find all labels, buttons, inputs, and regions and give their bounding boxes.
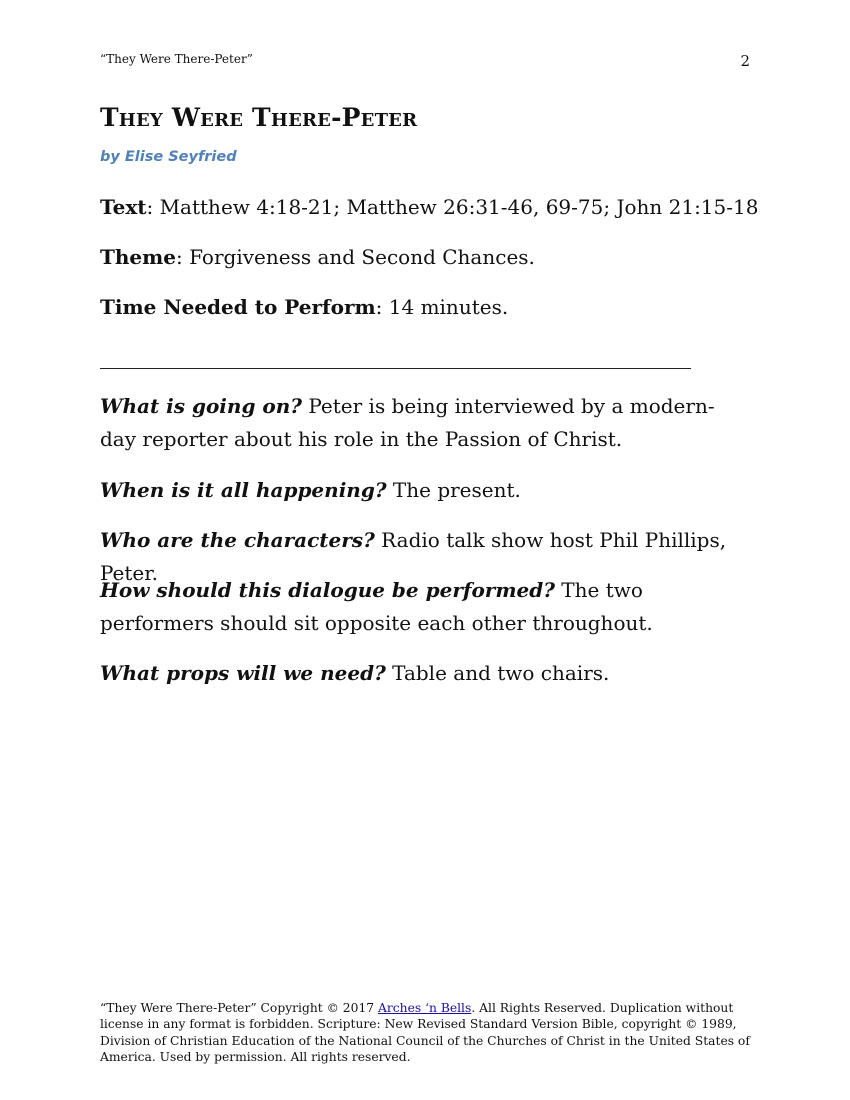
page-number: 2 <box>740 52 750 70</box>
footer-text-start: “They Were There-Peter” Copyright © 2017 <box>100 1001 379 1015</box>
question-props <box>100 657 740 690</box>
question-label: How should this dialogue be performed? <box>100 578 555 602</box>
question-answer: The two performers should sit opposite each other throughout. <box>100 578 653 635</box>
author-byline: by Elise Seyfried <box>100 149 237 165</box>
time-value: : 14 minutes. <box>375 295 509 319</box>
question-when <box>100 474 740 507</box>
question-answer: Radio talk show host Phil Phillips, Peter. <box>100 528 727 585</box>
time-label: Time Needed to Perform <box>100 295 376 319</box>
footer-text-end: . All Rights Reserved. Duplication without license in any format is forbidden. Scripture: New Revised Standard Version Bible, copyright © 1989, Division of Christian Education of the National Council of the Churches of Christ in the United States of America. Used by permission. All rights reserved. <box>100 1001 750 1065</box>
theme-line <box>100 244 535 270</box>
copyright-footer <box>100 1000 750 1066</box>
question-answer: The present. <box>386 478 521 502</box>
question-answer: Table and two chairs. <box>385 661 610 685</box>
theme-value: : Forgiveness and Second Chances. <box>176 245 535 269</box>
question-what-is-going-on <box>100 390 740 456</box>
theme-label: Theme <box>100 245 177 269</box>
text-value: : Matthew 4:18-21; Matthew 26:31-46, 69-75; John 21:15-18 <box>146 195 759 219</box>
question-label: Who are the characters? <box>100 528 375 552</box>
question-answer: Peter is being interviewed by a modern-day reporter about his role in the Passion of Christ. <box>100 394 715 451</box>
running-header-title: “They Were There-Peter” <box>100 52 253 66</box>
text-label: Text <box>100 195 147 219</box>
question-label: What props will we need? <box>100 661 386 685</box>
scripture-text-line <box>100 194 758 220</box>
question-label: What is going on? <box>100 394 302 418</box>
time-needed-line <box>100 294 508 320</box>
section-divider <box>100 368 691 369</box>
arches-n-bells-link[interactable]: Arches ‘n Bells <box>378 1001 472 1015</box>
document-title: They Were There-Peter <box>100 103 418 132</box>
question-performance <box>100 574 740 640</box>
question-label: When is it all happening? <box>100 478 387 502</box>
